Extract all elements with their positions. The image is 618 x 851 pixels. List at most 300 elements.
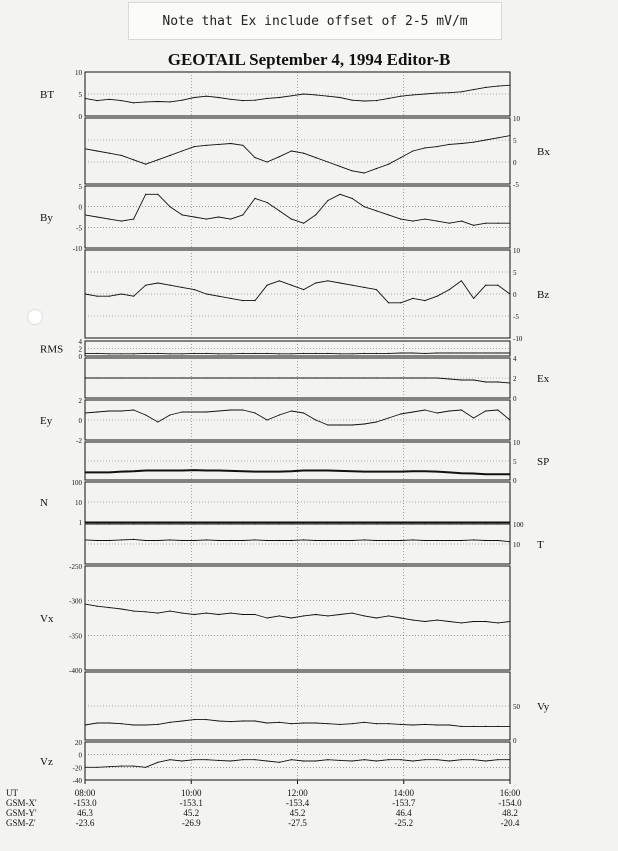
- data-point-vx-23: [364, 615, 365, 616]
- tick-label-bz-2: 0: [513, 291, 517, 299]
- data-point-bt-21: [339, 97, 340, 98]
- data-point-bx-33: [485, 139, 486, 140]
- data-point-vy-4: [133, 724, 134, 725]
- data-point-ex-25: [388, 377, 389, 378]
- data-point-by-0: [84, 214, 85, 215]
- data-point-bx-7: [169, 155, 170, 156]
- data-point-ex-0: [84, 377, 85, 378]
- data-point-vz-5: [145, 767, 146, 768]
- data-point-t-9: [194, 540, 195, 541]
- data-point-bt-3: [121, 100, 122, 101]
- data-point-ex-19: [315, 377, 316, 378]
- panel-frame-vz: [85, 742, 510, 780]
- data-point-vz-3: [121, 766, 122, 767]
- data-point-ey-25: [388, 417, 389, 418]
- panel-label-vx: Vx: [40, 613, 54, 625]
- tick-label-vx-2: -300: [69, 597, 82, 606]
- data-point-vx-13: [242, 614, 243, 615]
- data-point-vz-6: [157, 762, 158, 763]
- data-point-t-14: [254, 539, 255, 540]
- series-line-sp: [85, 470, 510, 474]
- data-point-bt-30: [449, 92, 450, 93]
- data-point-rms-19: [315, 353, 316, 354]
- data-point-sp-7: [169, 470, 170, 471]
- data-point-t-23: [364, 539, 365, 540]
- data-point-ey-3: [121, 410, 122, 411]
- data-point-bz-26: [400, 302, 401, 303]
- data-point-ey-1: [97, 411, 98, 412]
- data-point-ey-31: [461, 409, 462, 410]
- data-point-vy-29: [437, 724, 438, 725]
- data-point-bx-17: [291, 150, 292, 151]
- data-point-vy-10: [206, 719, 207, 720]
- data-point-bx-10: [206, 145, 207, 146]
- data-point-bt-23: [364, 100, 365, 101]
- data-point-bz-13: [242, 300, 243, 301]
- data-point-vz-14: [254, 759, 255, 760]
- data-point-vz-4: [133, 766, 134, 767]
- data-point-vy-3: [121, 723, 122, 724]
- data-point-ey-16: [279, 414, 280, 415]
- data-point-rms-21: [339, 353, 340, 354]
- data-point-rms-6: [157, 353, 158, 354]
- data-point-t-21: [339, 540, 340, 541]
- tick-label-ey-2: 2: [78, 397, 82, 405]
- data-point-vy-33: [485, 726, 486, 727]
- data-point-vz-1: [97, 767, 98, 768]
- data-point-by-26: [400, 219, 401, 220]
- data-point-by-3: [121, 221, 122, 222]
- data-point-vz-33: [485, 760, 486, 761]
- tick-label-vz-1: -20: [72, 764, 82, 773]
- data-point-bz-14: [254, 300, 255, 301]
- data-point-vx-12: [230, 613, 231, 614]
- data-point-rms-34: [497, 352, 498, 353]
- data-point-sp-6: [157, 470, 158, 471]
- panel-label-bx: Bx: [537, 146, 550, 158]
- data-point-ex-13: [242, 377, 243, 378]
- tick-label-vy-0: 0: [513, 737, 517, 745]
- data-point-t-17: [291, 540, 292, 541]
- orbit-cell-2-2: 45.2: [289, 808, 306, 818]
- data-point-by-25: [388, 214, 389, 215]
- data-point-bz-6: [157, 282, 158, 283]
- data-point-by-35: [509, 223, 510, 224]
- data-point-bz-4: [133, 296, 134, 297]
- data-point-bx-9: [194, 146, 195, 147]
- data-point-sp-30: [449, 472, 450, 473]
- data-point-bx-26: [400, 157, 401, 158]
- data-point-bt-17: [291, 95, 292, 96]
- data-point-n-18: [303, 522, 304, 523]
- data-point-sp-21: [339, 470, 340, 471]
- data-point-ex-3: [121, 377, 122, 378]
- data-point-by-24: [376, 210, 377, 211]
- data-point-ey-33: [485, 410, 486, 411]
- data-point-bz-3: [121, 293, 122, 294]
- data-point-n-27: [412, 522, 413, 523]
- data-point-vz-25: [388, 759, 389, 760]
- data-point-n-15: [267, 522, 268, 523]
- data-point-bx-12: [230, 143, 231, 144]
- data-point-by-9: [194, 216, 195, 217]
- data-point-vx-25: [388, 615, 389, 616]
- data-point-bx-27: [412, 150, 413, 151]
- data-point-bx-14: [254, 157, 255, 158]
- data-point-vx-14: [254, 614, 255, 615]
- data-point-vx-19: [315, 614, 316, 615]
- data-point-vy-24: [376, 723, 377, 724]
- tick-label-by-1: -5: [76, 224, 82, 233]
- tick-label-bz-4: 10: [513, 247, 520, 255]
- data-point-vx-35: [509, 621, 510, 622]
- data-point-ey-17: [291, 410, 292, 411]
- orbit-cell-0-2: 46.3: [77, 808, 93, 818]
- data-point-by-17: [291, 219, 292, 220]
- data-point-bx-22: [352, 170, 353, 171]
- data-point-vy-31: [461, 726, 462, 727]
- data-point-bz-31: [461, 280, 462, 281]
- data-point-n-9: [194, 522, 195, 523]
- data-point-sp-35: [509, 474, 510, 475]
- data-point-sp-25: [388, 471, 389, 472]
- data-point-rms-8: [182, 353, 183, 354]
- data-point-ex-28: [424, 377, 425, 378]
- data-point-sp-28: [424, 471, 425, 472]
- data-point-bt-20: [327, 96, 328, 97]
- data-point-bx-24: [376, 168, 377, 169]
- data-point-ex-6: [157, 377, 158, 378]
- data-point-bt-28: [424, 93, 425, 94]
- data-point-ex-26: [400, 377, 401, 378]
- data-point-sp-26: [400, 471, 401, 472]
- panel-label-sp: SP: [537, 456, 550, 468]
- data-point-vy-21: [339, 724, 340, 725]
- data-point-by-18: [303, 223, 304, 224]
- panel-label-vy: Vy: [537, 701, 550, 713]
- data-point-sp-18: [303, 470, 304, 471]
- data-point-by-34: [497, 223, 498, 224]
- data-point-t-13: [242, 540, 243, 541]
- data-point-bz-20: [327, 280, 328, 281]
- data-point-ex-32: [473, 379, 474, 380]
- tick-label-vx-1: -350: [69, 632, 82, 641]
- orbit-cell-1-2: 45.2: [183, 808, 200, 818]
- data-point-vz-32: [473, 759, 474, 760]
- data-point-bz-8: [182, 287, 183, 288]
- data-point-bt-1: [97, 100, 98, 101]
- data-point-ey-10: [206, 411, 207, 412]
- data-point-sp-5: [145, 470, 146, 471]
- data-point-vx-29: [437, 620, 438, 621]
- data-point-ex-35: [509, 382, 510, 383]
- data-point-by-22: [352, 198, 353, 199]
- panel-label-rms: RMS: [40, 343, 64, 356]
- data-point-rms-5: [145, 353, 146, 354]
- data-point-vy-8: [182, 720, 183, 721]
- data-point-vy-15: [267, 722, 268, 723]
- tick-label-ex-1: 2: [513, 375, 517, 383]
- data-point-rms-1: [97, 353, 98, 354]
- data-point-rms-13: [242, 353, 243, 354]
- data-point-by-20: [327, 200, 328, 201]
- panel-label-ey: Ey: [40, 415, 53, 427]
- data-point-n-30: [449, 522, 450, 523]
- data-point-bz-25: [388, 302, 389, 303]
- data-point-bx-5: [145, 164, 146, 165]
- data-point-bt-31: [461, 91, 462, 92]
- data-point-t-2: [109, 540, 110, 541]
- orbit-cell-1-0: 10:00: [180, 788, 202, 798]
- data-point-bz-33: [485, 285, 486, 286]
- orbit-cell-0-0: 08:00: [74, 788, 96, 798]
- data-point-ey-6: [157, 421, 158, 422]
- data-point-bt-6: [157, 101, 158, 102]
- data-point-vz-16: [279, 762, 280, 763]
- data-point-bt-0: [84, 98, 85, 99]
- data-point-rms-22: [352, 353, 353, 354]
- orbit-row-label-0: UT: [6, 788, 18, 798]
- orbit-cell-2-0: 12:00: [287, 788, 308, 798]
- data-point-vx-32: [473, 621, 474, 622]
- data-point-vz-27: [412, 760, 413, 761]
- data-point-sp-4: [133, 471, 134, 472]
- data-point-ey-7: [169, 414, 170, 415]
- orbit-cell-3-3: -25.2: [394, 818, 414, 828]
- data-point-n-35: [509, 522, 510, 523]
- data-point-ey-15: [267, 419, 268, 420]
- panel-frame-bz: [85, 250, 510, 338]
- data-point-t-25: [388, 540, 389, 541]
- data-point-vy-32: [473, 726, 474, 727]
- data-point-n-10: [206, 522, 207, 523]
- tick-label-t-0: 10: [513, 541, 520, 549]
- data-point-t-27: [412, 539, 413, 540]
- data-point-bt-22: [352, 100, 353, 101]
- panel-frame-bx: [85, 118, 510, 184]
- data-point-rms-31: [461, 352, 462, 353]
- data-point-vz-17: [291, 759, 292, 760]
- data-point-ey-8: [182, 411, 183, 412]
- data-point-vy-9: [194, 719, 195, 720]
- data-point-n-26: [400, 522, 401, 523]
- data-point-by-23: [364, 206, 365, 207]
- data-point-bx-20: [327, 161, 328, 162]
- panel-frame-sp: [85, 442, 510, 480]
- tick-label-by-0: -10: [72, 245, 82, 253]
- data-point-by-10: [206, 219, 207, 220]
- orbit-cell-0-3: -23.6: [75, 818, 95, 828]
- data-point-bt-10: [206, 96, 207, 97]
- tick-label-t-1: 100: [513, 521, 524, 529]
- data-point-t-1: [97, 540, 98, 541]
- data-point-bz-35: [509, 293, 510, 294]
- tick-label-n-0: 1: [78, 519, 82, 527]
- data-point-t-15: [267, 540, 268, 541]
- data-point-ex-7: [169, 377, 170, 378]
- orbit-cell-4-2: 48.2: [502, 808, 518, 818]
- data-point-ey-13: [242, 409, 243, 410]
- data-point-bz-1: [97, 296, 98, 297]
- data-point-by-28: [424, 219, 425, 220]
- data-point-ex-23: [364, 377, 365, 378]
- data-point-n-4: [133, 522, 134, 523]
- data-point-bx-1: [97, 150, 98, 151]
- data-point-vy-11: [218, 720, 219, 721]
- data-point-bx-28: [424, 147, 425, 148]
- data-point-bz-29: [437, 296, 438, 297]
- data-point-rms-15: [267, 353, 268, 354]
- data-point-t-30: [449, 540, 450, 541]
- panel-label-t: T: [537, 539, 544, 551]
- data-point-by-1: [97, 216, 98, 217]
- panel-frame-ey: [85, 400, 510, 440]
- data-point-vy-13: [242, 720, 243, 721]
- data-point-ey-34: [497, 409, 498, 410]
- tick-label-ey-1: 0: [78, 417, 82, 425]
- data-point-rms-11: [218, 353, 219, 354]
- tick-label-bt-2: 10: [75, 69, 82, 77]
- data-point-t-11: [218, 540, 219, 541]
- data-point-by-32: [473, 225, 474, 226]
- tick-label-bz-3: 5: [513, 269, 517, 277]
- data-point-n-17: [291, 522, 292, 523]
- data-point-bz-24: [376, 289, 377, 290]
- data-point-rms-29: [437, 352, 438, 353]
- tick-label-by-3: 5: [78, 183, 82, 191]
- data-point-bx-32: [473, 142, 474, 143]
- data-point-by-31: [461, 221, 462, 222]
- tick-label-vy-1: 50: [513, 703, 520, 711]
- data-point-vz-20: [327, 759, 328, 760]
- data-point-by-5: [145, 194, 146, 195]
- data-point-vx-4: [133, 611, 134, 612]
- panel-frame-vx: [85, 566, 510, 670]
- data-point-ex-14: [254, 377, 255, 378]
- data-point-bt-2: [109, 99, 110, 100]
- data-point-vy-34: [497, 726, 498, 727]
- data-point-n-8: [182, 522, 183, 523]
- data-point-bx-18: [303, 153, 304, 154]
- data-point-rms-30: [449, 352, 450, 353]
- data-point-bt-12: [230, 99, 231, 100]
- data-point-vy-7: [169, 722, 170, 723]
- data-point-rms-24: [376, 353, 377, 354]
- data-point-bx-25: [388, 164, 389, 165]
- data-point-bx-15: [267, 161, 268, 162]
- data-point-vx-11: [218, 614, 219, 615]
- data-point-rms-35: [509, 352, 510, 353]
- data-point-t-32: [473, 539, 474, 540]
- data-point-bt-7: [169, 101, 170, 102]
- data-point-bz-21: [339, 282, 340, 283]
- data-point-bt-19: [315, 94, 316, 95]
- data-point-vz-2: [109, 766, 110, 767]
- data-point-vx-31: [461, 622, 462, 623]
- data-point-bz-28: [424, 300, 425, 301]
- data-point-sp-34: [497, 474, 498, 475]
- series-line-ey: [85, 410, 510, 425]
- data-point-n-14: [254, 522, 255, 523]
- data-point-ey-11: [218, 410, 219, 411]
- data-point-t-6: [157, 540, 158, 541]
- data-point-sp-1: [97, 472, 98, 473]
- data-point-sp-11: [218, 470, 219, 471]
- data-point-bx-11: [218, 144, 219, 145]
- tick-label-bx-0: -5: [513, 181, 519, 189]
- data-point-vz-28: [424, 759, 425, 760]
- data-point-vx-24: [376, 617, 377, 618]
- data-point-sp-33: [485, 474, 486, 475]
- data-point-bx-23: [364, 172, 365, 173]
- data-point-bx-34: [497, 137, 498, 138]
- data-point-bx-35: [509, 135, 510, 136]
- tick-label-sp-0: 0: [513, 477, 517, 485]
- data-point-t-7: [169, 539, 170, 540]
- data-point-vx-18: [303, 615, 304, 616]
- data-point-n-2: [109, 522, 110, 523]
- data-point-n-20: [327, 522, 328, 523]
- orbit-cell-2-1: -153.4: [285, 798, 310, 808]
- tick-label-ex-0: 0: [513, 395, 517, 403]
- data-point-bz-16: [279, 280, 280, 281]
- data-point-ex-16: [279, 377, 280, 378]
- data-point-vy-16: [279, 722, 280, 723]
- note-label: Note that Ex include offset of 2-5 mV/m: [128, 2, 502, 40]
- orbit-row-label-3: GSM-Z': [6, 818, 36, 828]
- panel-frame-t: [85, 524, 510, 564]
- data-point-vz-31: [461, 759, 462, 760]
- tick-label-rms-0: 0: [78, 353, 82, 361]
- data-point-vz-22: [352, 760, 353, 761]
- orbit-cell-2-3: -27.5: [288, 818, 307, 828]
- data-point-vz-26: [400, 759, 401, 760]
- data-point-n-29: [437, 522, 438, 523]
- data-point-vx-5: [145, 611, 146, 612]
- data-point-by-4: [133, 219, 134, 220]
- orbit-cell-3-2: 46.4: [395, 808, 412, 818]
- data-point-bx-6: [157, 159, 158, 160]
- data-point-vy-17: [291, 723, 292, 724]
- data-point-t-8: [182, 540, 183, 541]
- orbit-cell-4-0: 16:00: [499, 788, 521, 798]
- data-point-t-26: [400, 540, 401, 541]
- data-point-n-25: [388, 522, 389, 523]
- data-point-vx-0: [84, 604, 85, 605]
- data-point-by-21: [339, 194, 340, 195]
- data-point-bt-11: [218, 97, 219, 98]
- data-point-bt-13: [242, 100, 243, 101]
- data-point-sp-10: [206, 470, 207, 471]
- data-point-vx-30: [449, 621, 450, 622]
- panel-label-vz: Vz: [40, 756, 53, 768]
- data-point-bx-21: [339, 166, 340, 167]
- data-point-vz-7: [169, 759, 170, 760]
- data-point-vx-15: [267, 617, 268, 618]
- data-point-ex-34: [497, 381, 498, 382]
- data-point-by-7: [169, 206, 170, 207]
- series-line-by: [85, 194, 510, 225]
- data-point-vy-28: [424, 724, 425, 725]
- data-point-bz-34: [497, 285, 498, 286]
- data-point-rms-27: [412, 352, 413, 353]
- data-point-vz-23: [364, 759, 365, 760]
- series-line-bt: [85, 85, 510, 103]
- data-point-vy-26: [400, 724, 401, 725]
- data-point-by-29: [437, 221, 438, 222]
- data-point-vz-9: [194, 759, 195, 760]
- data-point-bt-35: [509, 85, 510, 86]
